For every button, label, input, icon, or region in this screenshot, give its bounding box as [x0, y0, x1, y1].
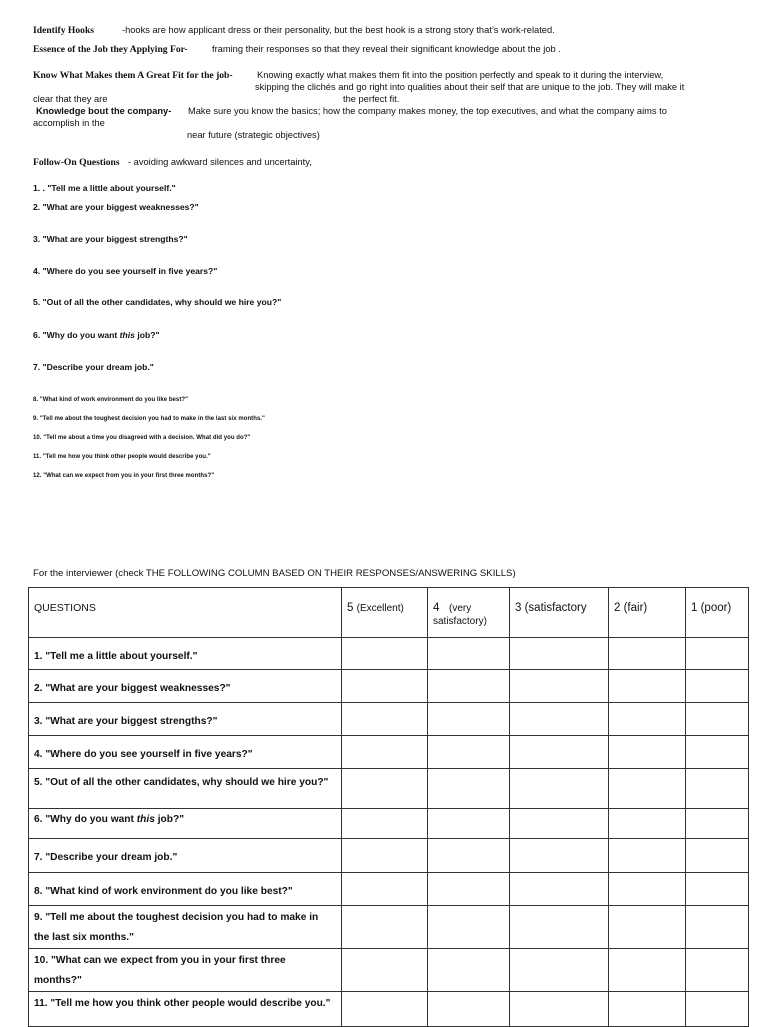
rating-cell-5[interactable]: [342, 809, 428, 839]
table-row: [29, 638, 749, 670]
rating-cell-3[interactable]: [510, 873, 609, 906]
rating-cell-1[interactable]: [686, 839, 749, 873]
rating-cell-5[interactable]: [342, 703, 428, 736]
company-description-line-3: near future (strategic objectives): [187, 130, 320, 140]
row-question: 9. "Tell me about the toughest decision you had to make in the last six months.": [29, 906, 342, 949]
row-question: 5. "Out of all the other candidates, why should we hire you?": [29, 769, 342, 809]
row-question: 7. "Describe your dream job.": [29, 839, 342, 873]
rating-5-label: (Excellent): [356, 603, 404, 614]
row-question: 3. "What are your biggest strengths?": [29, 703, 342, 736]
rating-cell-1[interactable]: [686, 638, 749, 670]
rating-cell-4[interactable]: [428, 638, 510, 670]
rating-cell-3[interactable]: [510, 736, 609, 769]
rating-cell-1[interactable]: [686, 670, 749, 703]
rating-cell-3[interactable]: [510, 906, 609, 949]
row-question: 8. "What kind of work environment do you like best?": [29, 873, 342, 906]
table-header-row: [29, 588, 749, 638]
rating-cell-5[interactable]: [342, 949, 428, 992]
rating-cell-5[interactable]: [342, 873, 428, 906]
table-row: [29, 769, 749, 809]
table-row: [29, 809, 749, 839]
rating-cell-4[interactable]: [428, 873, 510, 906]
rating-cell-3[interactable]: [510, 703, 609, 736]
question-list-item: 7. "Describe your dream job.": [33, 362, 154, 372]
company-description-line-1: Make sure you know the basics; how the company makes money, the top executives, and what the company aims to: [188, 106, 667, 116]
hooks-heading: Identify Hooks: [33, 25, 95, 36]
row-question: 11. "Tell me how you think other people would describe you.": [29, 992, 342, 1027]
rating-cell-1[interactable]: [686, 873, 749, 906]
company-description-line-2: accomplish in the: [33, 118, 105, 128]
table-row: [29, 736, 749, 769]
rating-cell-1[interactable]: [686, 769, 749, 809]
fit-heading: Know What Makes them A Great Fit for the job-: [33, 70, 233, 81]
rating-cell-3[interactable]: [510, 769, 609, 809]
followon-heading: Follow-On Questions: [33, 157, 120, 168]
question-list-item: 1. . "Tell me a little about yourself.": [33, 183, 176, 193]
rating-cell-5[interactable]: [342, 638, 428, 670]
fit-description-line-3a: clear that they are: [33, 94, 108, 104]
row-question: [29, 809, 342, 839]
rating-cell-5[interactable]: [342, 670, 428, 703]
fit-description-line-1: Knowing exactly what makes them fit into the position perfectly and speak to it during the interview,: [257, 70, 664, 80]
rating-cell-3[interactable]: [510, 992, 609, 1027]
header-rating-2: 2 (fair): [609, 588, 686, 638]
question-list-item-small: 10. "Tell me about a time you disagreed with a decision. What did you do?": [33, 435, 251, 441]
row-question: 2. "What are your biggest weaknesses?": [29, 670, 342, 703]
rating-cell-2[interactable]: [609, 670, 686, 703]
table-row: [29, 703, 749, 736]
company-heading: Knowledge bout the company-: [36, 106, 172, 116]
essence-description: framing their responses so that they reveal their significant knowledge about the job .: [212, 44, 561, 54]
interviewer-instruction: For the interviewer (check THE FOLLOWING COLUMN BASED ON THEIR RESPONSES/ANSWERING SKILLS): [33, 568, 516, 579]
question-list-item-small: 9. "Tell me about the toughest decision you had to make in the last six months.": [33, 416, 265, 422]
rating-cell-4[interactable]: [428, 809, 510, 839]
rating-cell-3[interactable]: [510, 638, 609, 670]
rating-cell-2[interactable]: [609, 839, 686, 873]
header-rating-3: 3 (satisfactory: [510, 588, 609, 638]
table-row: [29, 949, 749, 992]
question-list-item-small: 11. "Tell me how you think other people would describe you.": [33, 454, 211, 460]
question-emphasis: this: [136, 814, 155, 825]
rating-cell-4[interactable]: [428, 736, 510, 769]
rating-cell-2[interactable]: [609, 638, 686, 670]
table-row: [29, 670, 749, 703]
table-row: [29, 906, 749, 949]
rating-cell-3[interactable]: [510, 670, 609, 703]
rating-cell-1[interactable]: [686, 703, 749, 736]
rating-cell-3[interactable]: [510, 949, 609, 992]
rating-4-label: (very satisfactory): [433, 603, 487, 627]
question-text: 6. "Why do you want: [34, 814, 137, 825]
hooks-description: -hooks are how applicant dress or their personality, but the best hook is a strong story that’s work-related.: [122, 25, 555, 35]
rating-cell-5[interactable]: [342, 992, 428, 1027]
table-row: [29, 992, 749, 1027]
question-emphasis: this: [119, 330, 135, 340]
rating-cell-4[interactable]: [428, 670, 510, 703]
question-text: 6. "Why do you want: [33, 330, 120, 340]
fit-description-line-3b: the perfect fit.: [343, 94, 400, 104]
rating-cell-5[interactable]: [342, 769, 428, 809]
rating-5-number: 5: [347, 602, 354, 614]
question-list-item: 3. "What are your biggest strengths?": [33, 234, 188, 244]
rating-cell-2[interactable]: [609, 949, 686, 992]
question-list-item: 5. "Out of all the other candidates, why should we hire you?": [33, 297, 282, 307]
rating-cell-4[interactable]: [428, 703, 510, 736]
header-rating-4: [428, 588, 510, 638]
rating-cell-4[interactable]: [428, 769, 510, 809]
rating-cell-1[interactable]: [686, 809, 749, 839]
fit-description-line-2: skipping the clichés and go right into qualities about their self that are unique to the job. They will make it: [255, 82, 685, 92]
rating-cell-3[interactable]: [510, 809, 609, 839]
rating-cell-2[interactable]: [609, 906, 686, 949]
question-list-item: 2. "What are your biggest weaknesses?": [33, 202, 199, 212]
table-row: [29, 873, 749, 906]
rating-cell-4[interactable]: [428, 839, 510, 873]
rating-cell-2[interactable]: [609, 703, 686, 736]
question-text: job?": [134, 330, 160, 340]
question-list-item: [33, 330, 160, 340]
header-rating-1: 1 (poor): [686, 588, 749, 638]
rating-cell-2[interactable]: [609, 992, 686, 1027]
rating-cell-1[interactable]: [686, 949, 749, 992]
rating-cell-5[interactable]: [342, 736, 428, 769]
row-question: 10. "What can we expect from you in your first three months?": [29, 949, 342, 992]
rating-cell-4[interactable]: [428, 992, 510, 1027]
rating-table: [28, 587, 749, 1027]
rating-4-number: 4: [433, 602, 440, 614]
rating-cell-2[interactable]: [609, 873, 686, 906]
rating-cell-2[interactable]: [609, 769, 686, 809]
essence-heading: Essence of the Job they Applying For-: [33, 44, 188, 55]
rating-cell-1[interactable]: [686, 906, 749, 949]
question-list-item-small: 8. "What kind of work environment do you like best?": [33, 397, 188, 403]
header-questions: QUESTIONS: [29, 588, 342, 638]
rating-cell-2[interactable]: [609, 809, 686, 839]
rating-cell-2[interactable]: [609, 736, 686, 769]
rating-cell-1[interactable]: [686, 992, 749, 1027]
row-question: 1. "Tell me a little about yourself.": [29, 638, 342, 670]
rating-cell-3[interactable]: [510, 839, 609, 873]
rating-cell-5[interactable]: [342, 906, 428, 949]
rating-cell-5[interactable]: [342, 839, 428, 873]
rating-cell-1[interactable]: [686, 736, 749, 769]
question-list-item-small: 12. "What can we expect from you in your first three months?": [33, 473, 215, 479]
table-row: [29, 839, 749, 873]
followon-description: - avoiding awkward silences and uncertainty,: [128, 157, 312, 167]
header-rating-5: [342, 588, 428, 638]
row-question: 4. "Where do you see yourself in five years?": [29, 736, 342, 769]
question-list-item: 4. "Where do you see yourself in five years?": [33, 266, 218, 276]
rating-cell-4[interactable]: [428, 949, 510, 992]
rating-cell-4[interactable]: [428, 906, 510, 949]
question-text: job?": [154, 814, 185, 825]
